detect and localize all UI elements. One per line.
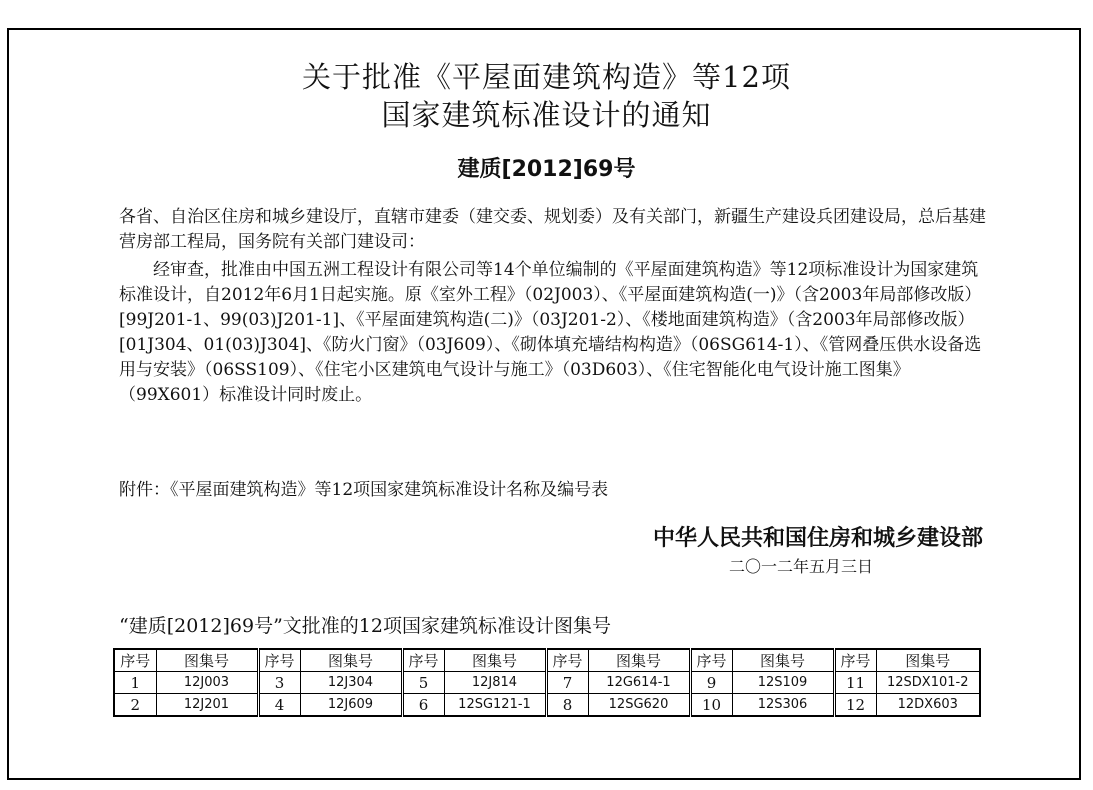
header-code: 图集号 bbox=[876, 649, 980, 672]
header-code: 图集号 bbox=[156, 649, 258, 672]
issuing-authority: 中华人民共和国住房和城乡建设部 bbox=[652, 526, 983, 551]
header-no: 序号 bbox=[114, 649, 156, 672]
row-no: 5 bbox=[402, 672, 444, 694]
row-code: 12SDX101-2 bbox=[876, 672, 980, 694]
table-row bbox=[114, 694, 980, 717]
row-code: 12S109 bbox=[732, 672, 834, 694]
row-code: 12J304 bbox=[300, 672, 402, 694]
main-paragraph: 经审查，批准由中国五洲工程设计有限公司等14个单位编制的《平屋面建筑构造》等12项标准设计为国家建筑标准设计，自2012年6月1日起实施。原《室外工程》（02J003）、《平屋面建筑构造(一)》（含2003年局部修改版）[99J201-1、99(03)J201-1]、《平屋面建筑构造(二)》（03J201-2）、《楼地面建筑构造》（含2003年局部修改版）[01J304、01(03)J304]、《防火门窗》（03J609）、《砌体填充墙结构构造》（06SG614-1）、《管网叠压供水设备选用与安装》（06SS109）、《住宅小区建筑电气设计与施工》（03D603）、《住宅智能化电气设计施工图集》（99X601）标准设计同时废止。 bbox=[119, 260, 982, 405]
header-no: 序号 bbox=[690, 649, 732, 672]
table-caption: “建质[2012]69号”文批准的12项国家建筑标准设计图集号 bbox=[119, 615, 611, 637]
row-code: 12SG620 bbox=[588, 694, 690, 717]
row-no: 4 bbox=[258, 694, 300, 717]
table-row bbox=[114, 672, 980, 694]
row-no: 9 bbox=[690, 672, 732, 694]
title-line-2: 国家建筑标准设计的通知 bbox=[381, 98, 712, 132]
header-code: 图集号 bbox=[732, 649, 834, 672]
row-code: 12DX603 bbox=[876, 694, 980, 717]
row-code: 12J609 bbox=[300, 694, 402, 717]
issue-date: 二〇一二年五月三日 bbox=[728, 557, 873, 576]
standard-sets-table bbox=[113, 648, 981, 717]
header-code: 图集号 bbox=[444, 649, 546, 672]
row-code: 12SG121-1 bbox=[444, 694, 546, 717]
row-no: 10 bbox=[690, 694, 732, 717]
title-line-1: 关于批准《平屋面建筑构造》等12项 bbox=[302, 60, 791, 94]
row-no: 3 bbox=[258, 672, 300, 694]
row-code: 12J201 bbox=[156, 694, 258, 717]
document-number: 建质[2012]69号 bbox=[457, 157, 636, 182]
row-no: 12 bbox=[834, 694, 876, 717]
header-no: 序号 bbox=[402, 649, 444, 672]
row-code: 12J003 bbox=[156, 672, 258, 694]
row-no: 8 bbox=[546, 694, 588, 717]
addressees-paragraph: 各省、自治区住房和城乡建设厅，直辖市建委（建交委、规划委）及有关部门，新疆生产建设兵团建设局，总后基建营房部工程局，国务院有关部门建设司： bbox=[119, 207, 986, 252]
row-no: 7 bbox=[546, 672, 588, 694]
table-header-row bbox=[114, 649, 980, 672]
row-no: 2 bbox=[114, 694, 156, 717]
row-code: 12J814 bbox=[444, 672, 546, 694]
row-code: 12S306 bbox=[732, 694, 834, 717]
header-no: 序号 bbox=[546, 649, 588, 672]
row-code: 12G614-1 bbox=[588, 672, 690, 694]
attachment-line: 附件：《平屋面建筑构造》等12项国家建筑标准设计名称及编号表 bbox=[119, 480, 609, 500]
row-no: 11 bbox=[834, 672, 876, 694]
header-code: 图集号 bbox=[588, 649, 690, 672]
row-no: 6 bbox=[402, 694, 444, 717]
header-no: 序号 bbox=[258, 649, 300, 672]
row-no: 1 bbox=[114, 672, 156, 694]
header-code: 图集号 bbox=[300, 649, 402, 672]
header-no: 序号 bbox=[834, 649, 876, 672]
